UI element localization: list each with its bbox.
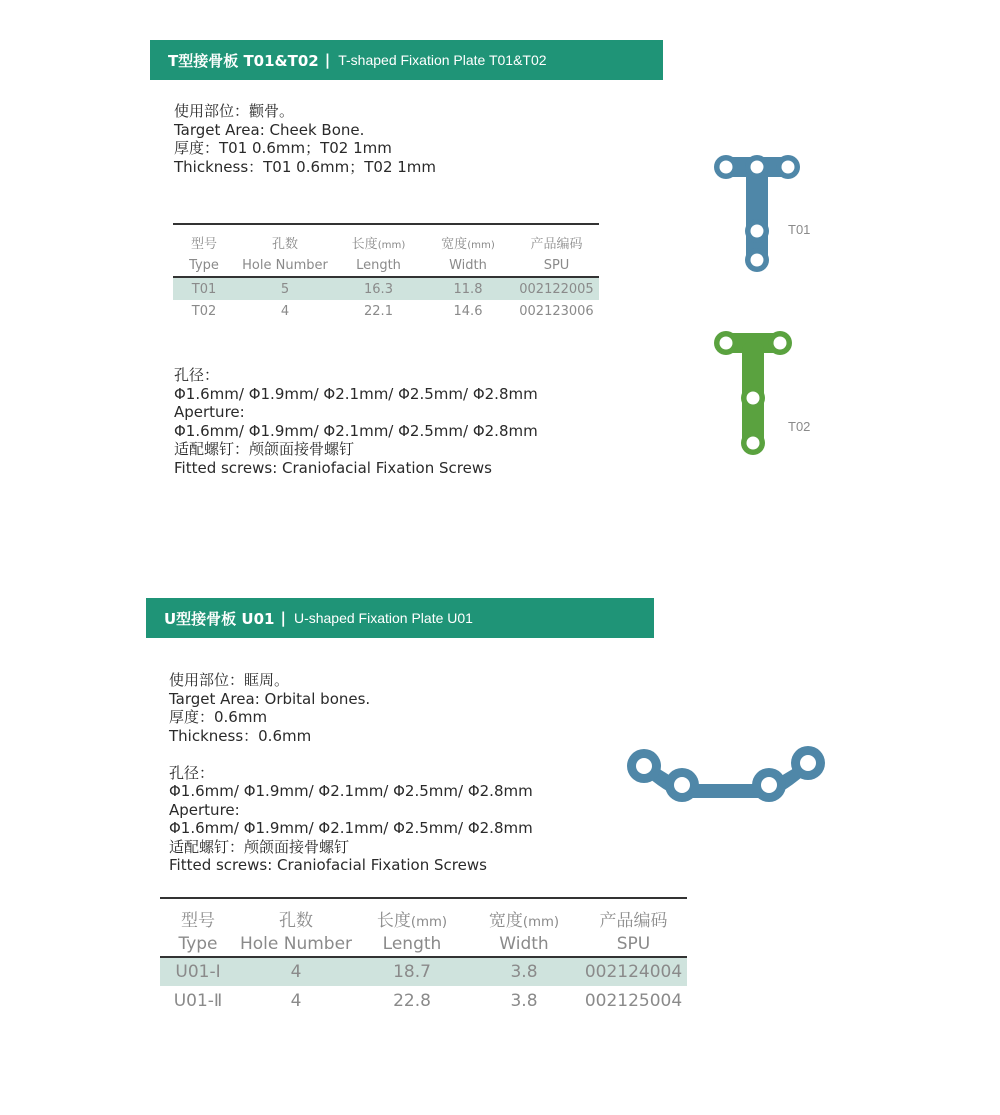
header-type-zh: 型号: [173, 224, 235, 254]
header-holes-en: Hole Number: [236, 931, 356, 957]
fitted-screws-zh: 适配螺钉：颅颌面接骨螺钉: [169, 837, 350, 856]
section-u-separator: |: [280, 609, 286, 627]
header-width-en: Width: [422, 254, 514, 277]
aperture-en-values: Φ1.6mm/ Φ1.9mm/ Φ2.1mm/ Φ2.5mm/ Φ2.8mm: [174, 421, 538, 440]
section-u-banner: [146, 598, 654, 638]
fitted-screws-en: Fitted screws: Craniofacial Fixation Screws: [174, 458, 492, 477]
section-u-spec-table: [160, 897, 687, 1015]
section-u-title-zh: U型接骨板 U01: [164, 609, 275, 628]
header-spu-zh: 产品编码: [514, 224, 599, 254]
header-width-zh: 宽度(mm): [422, 224, 514, 254]
header-holes-zh: 孔数: [235, 224, 335, 254]
thickness-en: Thickness：T01 0.6mm；T02 1mm: [174, 157, 437, 176]
fitted-screws-zh: 适配螺钉：颅颌面接骨螺钉: [174, 440, 355, 458]
header-length-en: Length: [335, 254, 422, 277]
aperture-zh-label: 孔径：: [169, 763, 215, 782]
header-holes-zh: 孔数: [236, 898, 356, 931]
header-spu-zh: 产品编码: [580, 898, 687, 931]
section-t-separator: |: [324, 51, 331, 69]
table-row: U01-Ⅱ 4 22.8 3.8 002125004: [173, 990, 683, 1011]
header-spu-en: SPU: [514, 254, 599, 277]
header-length-zh: 长度(mm): [335, 224, 422, 254]
header-length-zh: 长度(mm): [356, 898, 468, 931]
header-spu-en: SPU: [580, 931, 687, 957]
thickness-zh: 厚度：T01 0.6mm；T02 1mm: [174, 139, 392, 157]
header-type-en: Type: [173, 254, 235, 277]
section-t-info: [174, 102, 436, 176]
section-t-title-en: T-shaped Fixation Plate T01&T02: [338, 52, 547, 68]
table-row: T01 5 16.3 11.8 002122005: [173, 277, 599, 300]
section-t-aperture: [174, 366, 538, 477]
thickness-en: Thickness：0.6mm: [169, 726, 312, 745]
target-area-zh: 使用部位：眶周。: [169, 671, 290, 689]
header-holes-en: Hole Number: [235, 254, 335, 277]
header-width-zh: 宽度(mm): [468, 898, 580, 931]
header-length-en: Length: [356, 931, 468, 957]
table-row: T02 4 22.1 14.6 002123006: [191, 304, 594, 319]
aperture-zh-label: 孔径：: [174, 366, 220, 384]
section-t-spec-table: [173, 223, 599, 323]
header-width-en: Width: [468, 931, 580, 957]
target-area-en: Target Area: Orbital bones.: [169, 689, 371, 708]
t02-plate-image: [708, 326, 811, 466]
header-type-en: Type: [160, 931, 236, 957]
target-area-zh: 使用部位：颧骨。: [174, 102, 295, 120]
u01-plate-image: [622, 738, 832, 808]
thickness-zh: 厚度：0.6mm: [169, 708, 268, 726]
table-row: U01-Ⅰ 4 18.7 3.8 002124004: [160, 957, 687, 986]
t01-plate-image: [710, 148, 810, 278]
aperture-en-label: Aperture:: [174, 403, 245, 421]
aperture-zh-values: Φ1.6mm/ Φ1.9mm/ Φ2.1mm/ Φ2.5mm/ Φ2.8mm: [174, 384, 538, 403]
aperture-zh-values: Φ1.6mm/ Φ1.9mm/ Φ2.1mm/ Φ2.5mm/ Φ2.8mm: [169, 782, 533, 800]
target-area-en: Target Area: Cheek Bone.: [174, 120, 365, 139]
aperture-en-label: Aperture:: [169, 800, 240, 819]
t01-plate-label: T01: [788, 222, 811, 237]
aperture-en-values: Φ1.6mm/ Φ1.9mm/ Φ2.1mm/ Φ2.5mm/ Φ2.8mm: [169, 819, 533, 837]
section-t-banner: [150, 40, 663, 80]
section-u-title-en: U-shaped Fixation Plate U01: [293, 610, 473, 626]
header-type-zh: 型号: [160, 898, 236, 931]
t02-plate-label: T02: [788, 419, 811, 434]
fitted-screws-en: Fitted screws: Craniofacial Fixation Screws: [169, 856, 487, 874]
section-u-info: [169, 671, 533, 875]
section-t-title-zh: T型接骨板 T01&T02: [168, 51, 319, 70]
